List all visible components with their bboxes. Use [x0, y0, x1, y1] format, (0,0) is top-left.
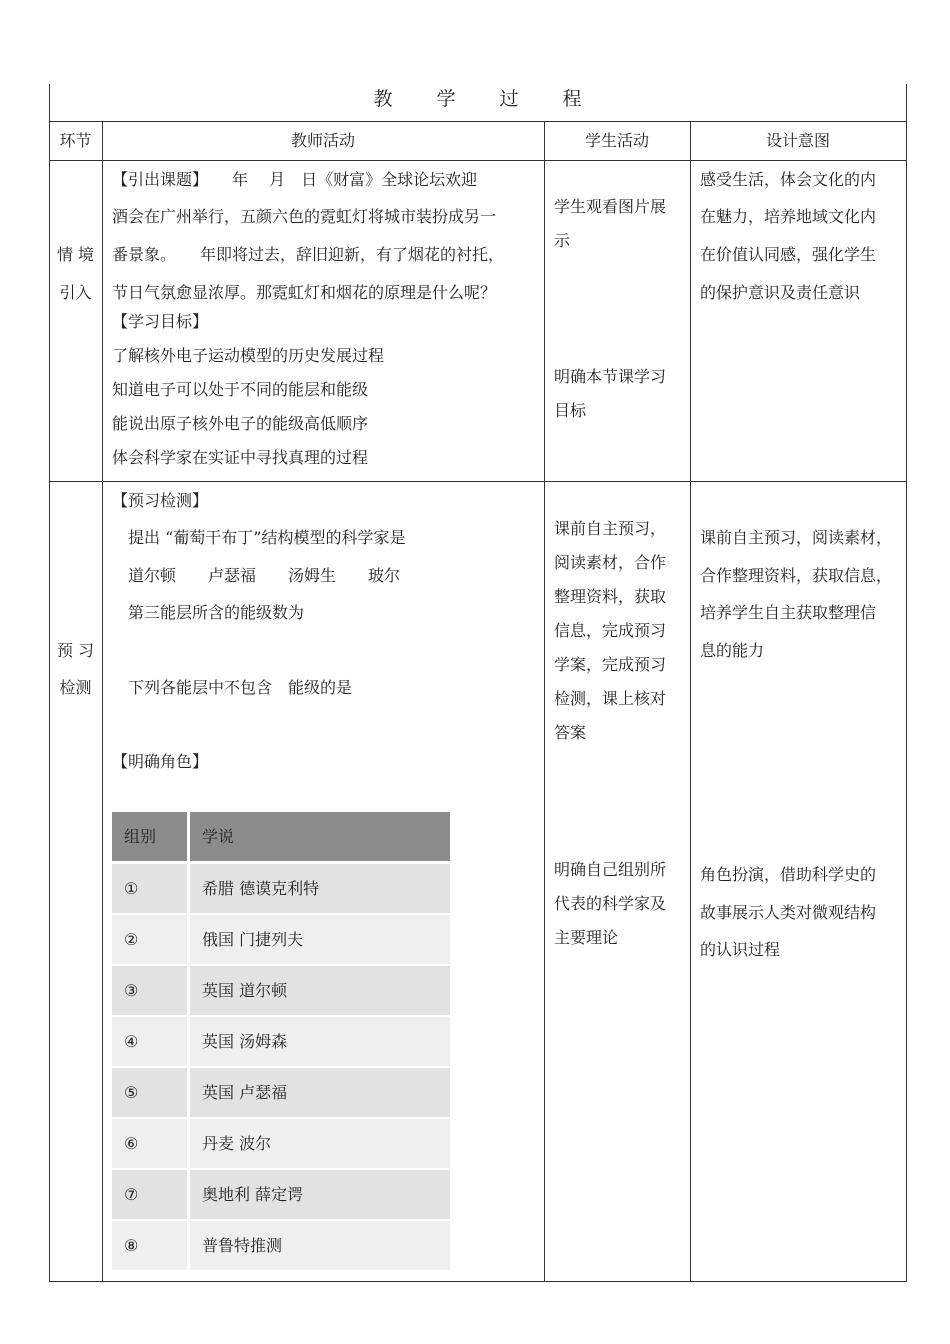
intent-text: 的保护意识及责任意识 — [700, 283, 861, 302]
intent-text: 在魅力，培养地域文化内 — [700, 207, 877, 226]
student-text: 整理资料，获取 — [554, 587, 667, 606]
table-row — [112, 1221, 450, 1270]
student-text: 阅读素材，合作 — [554, 553, 667, 572]
group-cell — [112, 966, 187, 1015]
group-number: ⑦ — [124, 1185, 139, 1204]
grid-line — [690, 121, 691, 1282]
teacher-text: 第三能层所含的能级数为 — [128, 603, 305, 622]
group-cell — [112, 1221, 187, 1270]
theory-name: 普鲁特推测 — [202, 1236, 283, 1255]
intent-text: 息的能力 — [700, 641, 765, 660]
teacher-text: 提出 “葡萄干布丁”结构模型的科学家是 — [128, 528, 406, 547]
theory-name: 俄国 门捷列夫 — [202, 930, 304, 949]
grid-line — [49, 160, 907, 161]
theory-cell — [190, 1017, 450, 1066]
stage-label: 预 习 — [56, 641, 95, 660]
group-cell — [112, 1119, 187, 1168]
title-char: 程 — [562, 88, 582, 110]
teacher-text: 番景象。 年即将过去，辞旧迎新，有了烟花的衬托， — [112, 245, 505, 264]
table-row — [112, 915, 450, 964]
table-row — [112, 1068, 450, 1117]
table-row — [112, 966, 450, 1015]
goal-item: 知道电子可以处于不同的能层和能级 — [112, 380, 369, 399]
stage-label: 引入 — [59, 283, 92, 302]
header-stage: 环节 — [59, 131, 92, 150]
section-heading: 【预习检测】 — [112, 491, 209, 510]
student-text: 明确本节课学习 — [554, 367, 667, 386]
group-number: ⑥ — [124, 1134, 139, 1153]
intent-text: 角色扮演，借助科学史的 — [700, 865, 877, 884]
theory-name: 丹麦 波尔 — [202, 1134, 272, 1153]
student-text: 主要理论 — [554, 928, 619, 947]
group-cell — [112, 1017, 187, 1066]
group-number: ⑧ — [124, 1236, 139, 1255]
grid-line — [102, 121, 103, 1282]
teacher-text: 【引出课题】 年 月 日《财富》全球论坛欢迎 — [112, 170, 478, 189]
grid-line — [906, 84, 907, 1282]
grid-line — [544, 121, 545, 1282]
group-number: ① — [124, 879, 139, 898]
theory-name: 奥地利 薛定谔 — [202, 1185, 304, 1204]
section-heading: 【学习目标】 — [112, 312, 209, 331]
group-cell — [112, 1170, 187, 1219]
group-header-label: 组别 — [124, 827, 157, 846]
theory-cell — [190, 1119, 450, 1168]
grid-line — [49, 121, 907, 122]
student-text: 代表的科学家及 — [554, 894, 667, 913]
goal-item: 能说出原子核外电子的能级高低顺序 — [112, 414, 369, 433]
table-row — [112, 1170, 450, 1219]
goal-item: 体会科学家在实证中寻找真理的过程 — [112, 448, 369, 467]
student-text: 示 — [554, 231, 571, 250]
teacher-text: 节日气氛愈显浓厚。那霓虹灯和烟花的原理是什么呢？ — [112, 283, 497, 302]
student-text: 学生观看图片展 — [554, 197, 667, 216]
header-intent: 设计意图 — [765, 131, 830, 150]
goal-item: 了解核外电子运动模型的历史发展过程 — [112, 346, 385, 365]
theory-cell — [190, 915, 450, 964]
group-number: ② — [124, 930, 139, 949]
student-text: 课前自主预习， — [554, 519, 667, 538]
group-table-header-cell — [190, 812, 450, 861]
theory-cell — [190, 966, 450, 1015]
title-char: 教 — [373, 88, 393, 110]
stage-label: 情 境 — [56, 245, 95, 264]
title-char: 学 — [436, 88, 456, 110]
group-table-header — [112, 812, 450, 861]
intent-text: 合作整理资料，获取信息， — [700, 566, 893, 585]
group-table-header-cell — [112, 812, 187, 861]
theory-cell — [190, 1170, 450, 1219]
student-text: 信息，完成预习 — [554, 621, 667, 640]
student-text: 答案 — [554, 723, 587, 742]
intent-text: 感受生活，体会文化的内 — [700, 170, 877, 189]
group-number: ⑤ — [124, 1083, 139, 1102]
stage-label: 检测 — [59, 678, 92, 697]
table-row — [112, 864, 450, 913]
group-cell — [112, 915, 187, 964]
teacher-text: 道尔顿 卢瑟福 汤姆生 玻尔 — [128, 566, 401, 585]
theory-cell — [190, 864, 450, 913]
theory-header-label: 学说 — [202, 827, 235, 846]
theory-cell — [190, 1221, 450, 1270]
teacher-text: 下列各能层中不包含 能级的是 — [128, 678, 353, 697]
theory-name: 英国 汤姆森 — [202, 1032, 288, 1051]
theory-name: 英国 卢瑟福 — [202, 1083, 288, 1102]
intent-text: 故事展示人类对微观结构 — [700, 903, 877, 922]
theory-name: 希腊 德谟克利特 — [202, 879, 320, 898]
table-title — [49, 84, 906, 111]
grid-line — [49, 1281, 907, 1282]
intent-text: 课前自主预习，阅读素材， — [700, 528, 893, 547]
intent-text: 的认识过程 — [700, 940, 781, 959]
student-text: 检测，课上核对 — [554, 689, 667, 708]
teacher-text: 酒会在广州举行，五颜六色的霓虹灯将城市装扮成另一 — [112, 207, 497, 226]
student-text: 明确自己组别所 — [554, 860, 667, 879]
theory-name: 英国 道尔顿 — [202, 981, 288, 1000]
student-text: 学案，完成预习 — [554, 655, 667, 674]
grid-line — [49, 481, 907, 482]
title-char: 过 — [499, 88, 519, 110]
group-number: ④ — [124, 1032, 139, 1051]
table-row — [112, 1017, 450, 1066]
header-student: 学生活动 — [584, 131, 649, 150]
intent-text: 在价值认同感，强化学生 — [700, 245, 877, 264]
student-text: 目标 — [554, 401, 587, 420]
group-number: ③ — [124, 981, 139, 1000]
group-cell — [112, 864, 187, 913]
header-teacher: 教师活动 — [290, 131, 355, 150]
group-cell — [112, 1068, 187, 1117]
section-heading: 【明确角色】 — [112, 752, 209, 771]
intent-text: 培养学生自主获取整理信 — [700, 603, 877, 622]
table-row — [112, 1119, 450, 1168]
theory-cell — [190, 1068, 450, 1117]
